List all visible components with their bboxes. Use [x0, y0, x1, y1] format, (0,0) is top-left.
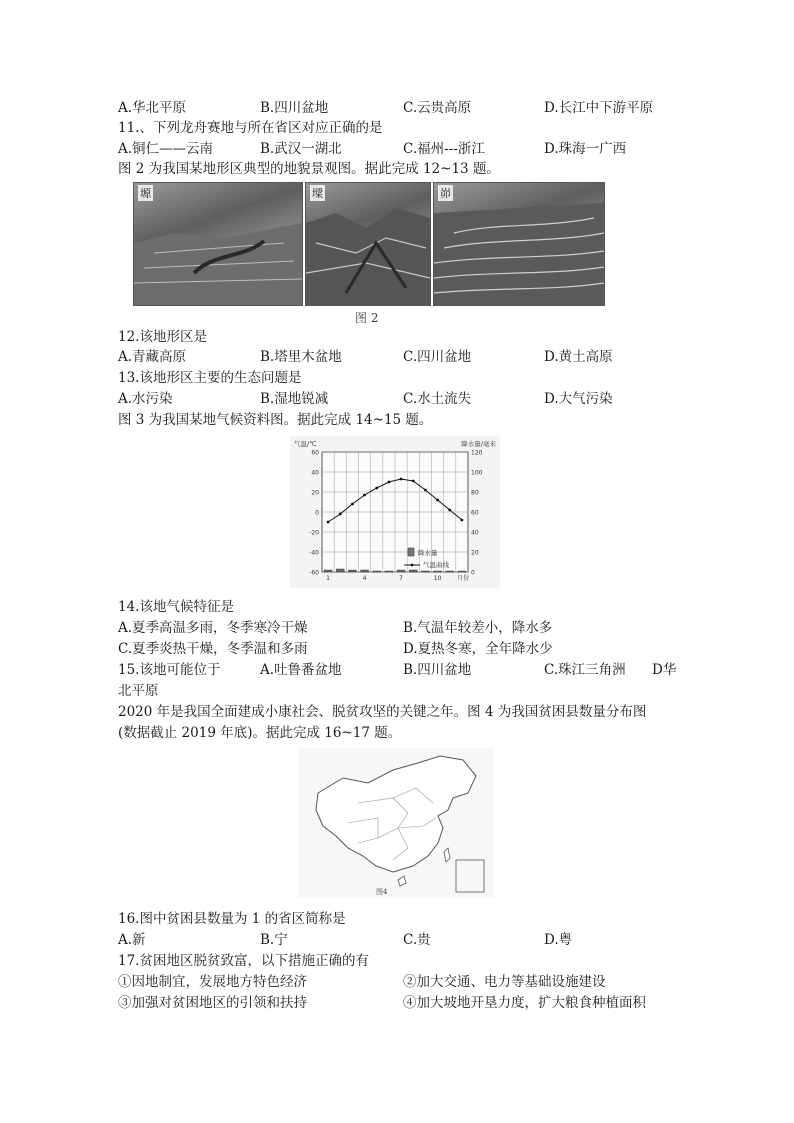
q11-option-c: C.福州---浙江: [403, 141, 485, 157]
q10-option-a: A.华北平原: [118, 100, 187, 116]
legend-temp-point: [411, 564, 414, 567]
y-right-tick-label: 80: [471, 489, 479, 497]
fig4-intro-line2: (数据截止 2019 年底)。据此完成 16~17 题。: [118, 725, 402, 741]
q14-option-c: C.夏季炎热干燥，冬季温和多雨: [118, 641, 308, 657]
q17-option-4: ④加大坡地开垦力度，扩大粮食种植面积: [403, 995, 646, 1011]
fig4-caption: 图4: [376, 888, 388, 896]
fig4-intro-line1: 2020 年是我国全面建成小康社会、脱贫攻坚的关键之年。图 4 为我国贫困县数量分布图: [118, 704, 647, 720]
q15-stem: 15.该地可能位于: [118, 662, 221, 678]
precipitation-bar: [446, 571, 454, 572]
q15-option-d-wrap: 北平原: [118, 683, 159, 699]
y-right-tick-label: 20: [471, 549, 479, 557]
q12-option-d: D.黄土高原: [544, 349, 613, 365]
q10-option-d: D.长江中下游平原: [544, 100, 654, 116]
temperature-point: [327, 521, 330, 524]
x-tick-label: 4: [362, 575, 367, 582]
q12-option-c: C.四川盆地: [403, 349, 472, 365]
terrain-sketch-1: [134, 183, 302, 305]
precipitation-bar: [324, 570, 332, 572]
china-map-svg: [298, 748, 494, 898]
precipitation-bar: [348, 570, 356, 572]
x-tick-label: 1: [326, 575, 330, 582]
q12-stem: 12.该地形区是: [118, 329, 207, 345]
q13-stem: 13.该地形区主要的生态问题是: [118, 370, 302, 386]
q16-option-a: A.新: [118, 932, 146, 948]
poverty-county-map: [298, 748, 494, 898]
q13-option-a: A.水污染: [118, 391, 173, 407]
q11-option-b: B.武汉一湖北: [260, 141, 342, 157]
q13-option-c: C.水土流失: [403, 391, 472, 407]
q11-option-d: D.珠海一广西: [544, 141, 627, 157]
y-right-tick-label: 0: [471, 569, 475, 577]
y-left-tick-label: 20: [311, 489, 319, 497]
temperature-point: [400, 478, 403, 481]
temperature-point: [339, 513, 342, 516]
climate-chart-svg: [290, 436, 500, 588]
precipitation-bar: [458, 571, 466, 572]
legend-precip-label: 降水量: [418, 549, 438, 557]
x-tick-label: 10: [433, 575, 442, 582]
x-axis-title: 月份: [457, 575, 470, 582]
landform-photo-3: [433, 182, 605, 306]
fig2-intro: 图 2 为我国某地形区典型的地貌景观图。据此完成 12~13 题。: [118, 161, 500, 177]
q10-option-b: B.四川盆地: [260, 100, 329, 116]
precipitation-bar: [434, 571, 442, 572]
q17-option-2: ②加大交通、电力等基础设施建设: [403, 974, 606, 990]
precipitation-bar: [373, 571, 381, 572]
q17-option-3: ③加强对贫困地区的引领和扶持: [118, 995, 307, 1011]
q14-option-a: A.夏季高温多雨，冬季寒冷干燥: [118, 620, 308, 636]
south-china-sea-inset: [456, 860, 484, 892]
y-left-tick-label: 60: [311, 449, 319, 457]
q10-option-c: C.云贵高原: [403, 100, 472, 116]
temperature-point: [436, 499, 439, 502]
y-left-tick-label: 40: [311, 469, 319, 477]
fig2-photos: [133, 182, 605, 306]
terrain-sketch-3: [434, 183, 604, 305]
y-right-tick-label: 40: [471, 529, 479, 537]
temperature-point: [412, 480, 415, 483]
china-outline: [316, 756, 476, 872]
q17-stem: 17.贫困地区脱贫致富，以下措施正确的有: [118, 953, 369, 969]
q17-option-1: ①因地制宜，发展地方特色经济: [118, 974, 307, 990]
temperature-point: [375, 487, 378, 490]
photo-tag-1: 塬: [140, 187, 151, 200]
q16-option-b: B.宁: [260, 932, 288, 948]
q15-option-a: A.吐鲁番盆地: [260, 662, 342, 678]
y-left-tick-label: 0: [315, 509, 319, 517]
y-left-tick-label: -40: [309, 549, 319, 557]
q16-option-d: D.粤: [544, 932, 573, 948]
q16-option-c: C.贵: [403, 932, 431, 948]
q13-option-d: D.大气污染: [544, 391, 613, 407]
landform-photo-1: [133, 182, 303, 306]
q11-stem: 11.、下列龙舟赛地与所在省区对应正确的是: [118, 120, 383, 136]
q15-option-c: C.珠江三角洲: [544, 662, 626, 678]
landform-photo-2: [305, 182, 431, 306]
y-right-tick-label: 120: [471, 449, 483, 457]
q15-option-b: B.四川盆地: [403, 662, 472, 678]
fig2-caption: 图 2: [355, 311, 379, 325]
q13-option-b: B.湿地锐减: [260, 391, 329, 407]
y-right-axis-title: 降水量/毫米: [461, 440, 496, 448]
legend-temp-label: 气温曲线: [423, 561, 449, 569]
photo-tag-2: 墚: [312, 187, 323, 200]
temperature-point: [363, 494, 366, 497]
q12-option-b: B.塔里木盆地: [260, 349, 342, 365]
y-left-tick-label: -20: [309, 529, 319, 537]
q16-stem: 16.图中贫困县数量为 1 的省区简称是: [118, 911, 346, 927]
precipitation-bar: [385, 571, 393, 572]
taiwan-island: [444, 848, 450, 862]
q14-option-b: B.气温年较差小，降水多: [403, 620, 553, 636]
y-right-tick-label: 60: [471, 509, 479, 517]
y-left-tick-label: -60: [309, 569, 319, 577]
fig3-intro: 图 3 为我国某地气候资料图。据此完成 14~15 题。: [118, 412, 433, 428]
temperature-point: [388, 481, 391, 484]
precipitation-bar: [421, 571, 429, 572]
climate-chart: [290, 436, 500, 588]
precipitation-bar: [361, 570, 369, 572]
precipitation-bar: [336, 569, 344, 572]
q11-option-a: A.铜仁——云南: [118, 141, 214, 157]
temperature-point: [424, 489, 427, 492]
precipitation-bar: [397, 570, 405, 572]
y-left-axis-title: 气温/℃: [294, 440, 317, 448]
q14-option-d: D.夏热冬寒，全年降水少: [403, 641, 553, 657]
q14-stem: 14.该地气候特征是: [118, 599, 234, 615]
legend-precip-swatch: [408, 548, 414, 556]
photo-tag-3: 峁: [440, 187, 451, 200]
temperature-point: [461, 519, 464, 522]
temperature-point: [448, 509, 451, 512]
terrain-sketch-2: [306, 183, 430, 305]
precipitation-bar: [409, 570, 417, 572]
q15-option-d: D华: [652, 662, 677, 678]
hainan-island: [398, 876, 406, 886]
x-tick-label: 7: [399, 575, 403, 582]
q12-option-a: A.青藏高原: [118, 349, 187, 365]
temperature-point: [351, 503, 354, 506]
y-right-tick-label: 100: [471, 469, 483, 477]
